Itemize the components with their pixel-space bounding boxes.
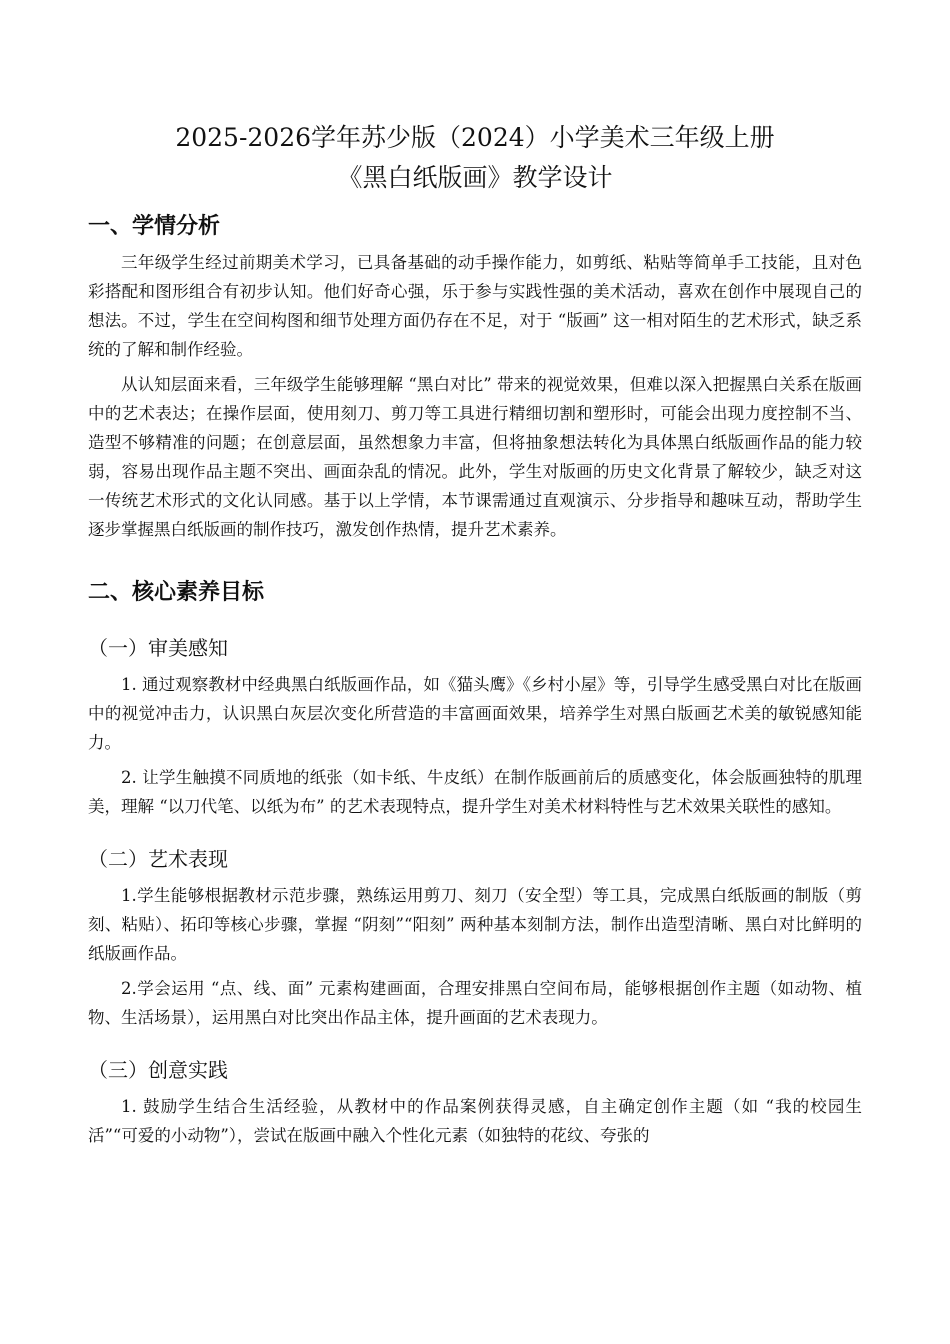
subsection-heading-aesthetic: （一）审美感知	[88, 636, 228, 660]
paragraph: 1.学生能够根据教材示范步骤，熟练运用剪刀、刻刀（安全型）等工具，完成黑白纸版画的制版（剪刻、粘贴）、拓印等核心步骤，掌握 “阴刻”“阳刻” 两种基本刻制方法，制作出造型清晰、黑白对比鲜明的纸版画作品。	[88, 886, 862, 963]
section-heading-core-goals: 二、核心素养目标	[88, 580, 265, 605]
paragraph: 三年级学生经过前期美术学习，已具备基础的动手操作能力，如剪纸、粘贴等简单手工技能，且对色彩搭配和图形组合有初步认知。他们好奇心强，乐于参与实践性强的美术活动，喜欢在创作中展现自己的想法。不过，学生在空间构图和细节处理方面仍存在不足，对于 “版画” 这一相对陌生的艺术形式，缺乏系统的了解和制作经验。	[88, 253, 862, 359]
paragraph: 从认知层面来看，三年级学生能够理解 “黑白对比” 带来的视觉效果，但难以深入把握黑白关系在版画中的艺术表达；在操作层面，使用刻刀、剪刀等工具进行精细切割和塑形时，可能会出现力度控制不当、造型不够精准的问题；在创意层面，虽然想象力丰富，但将抽象想法转化为具体黑白纸版画作品的能力较弱，容易出现作品主题不突出、画面杂乱的情况。此外，学生对版画的历史文化背景了解较少，缺乏对这一传统艺术形式的文化认同感。基于以上学情，本节课需通过直观演示、分步指导和趣味互动，帮助学生逐步掌握黑白纸版画的制作技巧，激发创作热情，提升艺术素养。	[88, 375, 862, 539]
paragraph: 2. 让学生触摸不同质地的纸张（如卡纸、牛皮纸）在制作版画前后的质感变化，体会版画独特的肌理美，理解 “以刀代笔、以纸为布” 的艺术表现特点，提升学生对美术材料特性与艺术效果关联性的感知。	[88, 768, 862, 816]
paragraph: 1. 鼓励学生结合生活经验，从教材中的作品案例获得灵感，自主确定创作主题（如 “我的校园生活”“可爱的小动物”），尝试在版画中融入个性化元素（如独特的花纹、夸张的	[88, 1097, 862, 1145]
doc-title	[88, 118, 862, 198]
doc-title-line1: 2025-2026学年苏少版（2024）小学美术三年级上册	[175, 123, 775, 152]
subsection-heading-art-expression: （二）艺术表现	[88, 847, 228, 871]
doc-title-line2: 《黑白纸版画》教学设计	[337, 163, 613, 192]
section-heading-learning-analysis: 一、学情分析	[88, 214, 221, 239]
subsection-heading-creative-practice: （三）创意实践	[88, 1058, 228, 1082]
paragraph: 1. 通过观察教材中经典黑白纸版画作品，如《猫头鹰》《乡村小屋》等，引导学生感受黑白对比在版画中的视觉冲击力，认识黑白灰层次变化所营造的丰富画面效果，培养学生对黑白版画艺术美的敏锐感知能力。	[88, 675, 862, 752]
paragraph: 2.学会运用 “点、线、面” 元素构建画面，合理安排黑白空间布局，能够根据创作主题（如动物、植物、生活场景），运用黑白对比突出作品主体，提升画面的艺术表现力。	[88, 979, 862, 1027]
